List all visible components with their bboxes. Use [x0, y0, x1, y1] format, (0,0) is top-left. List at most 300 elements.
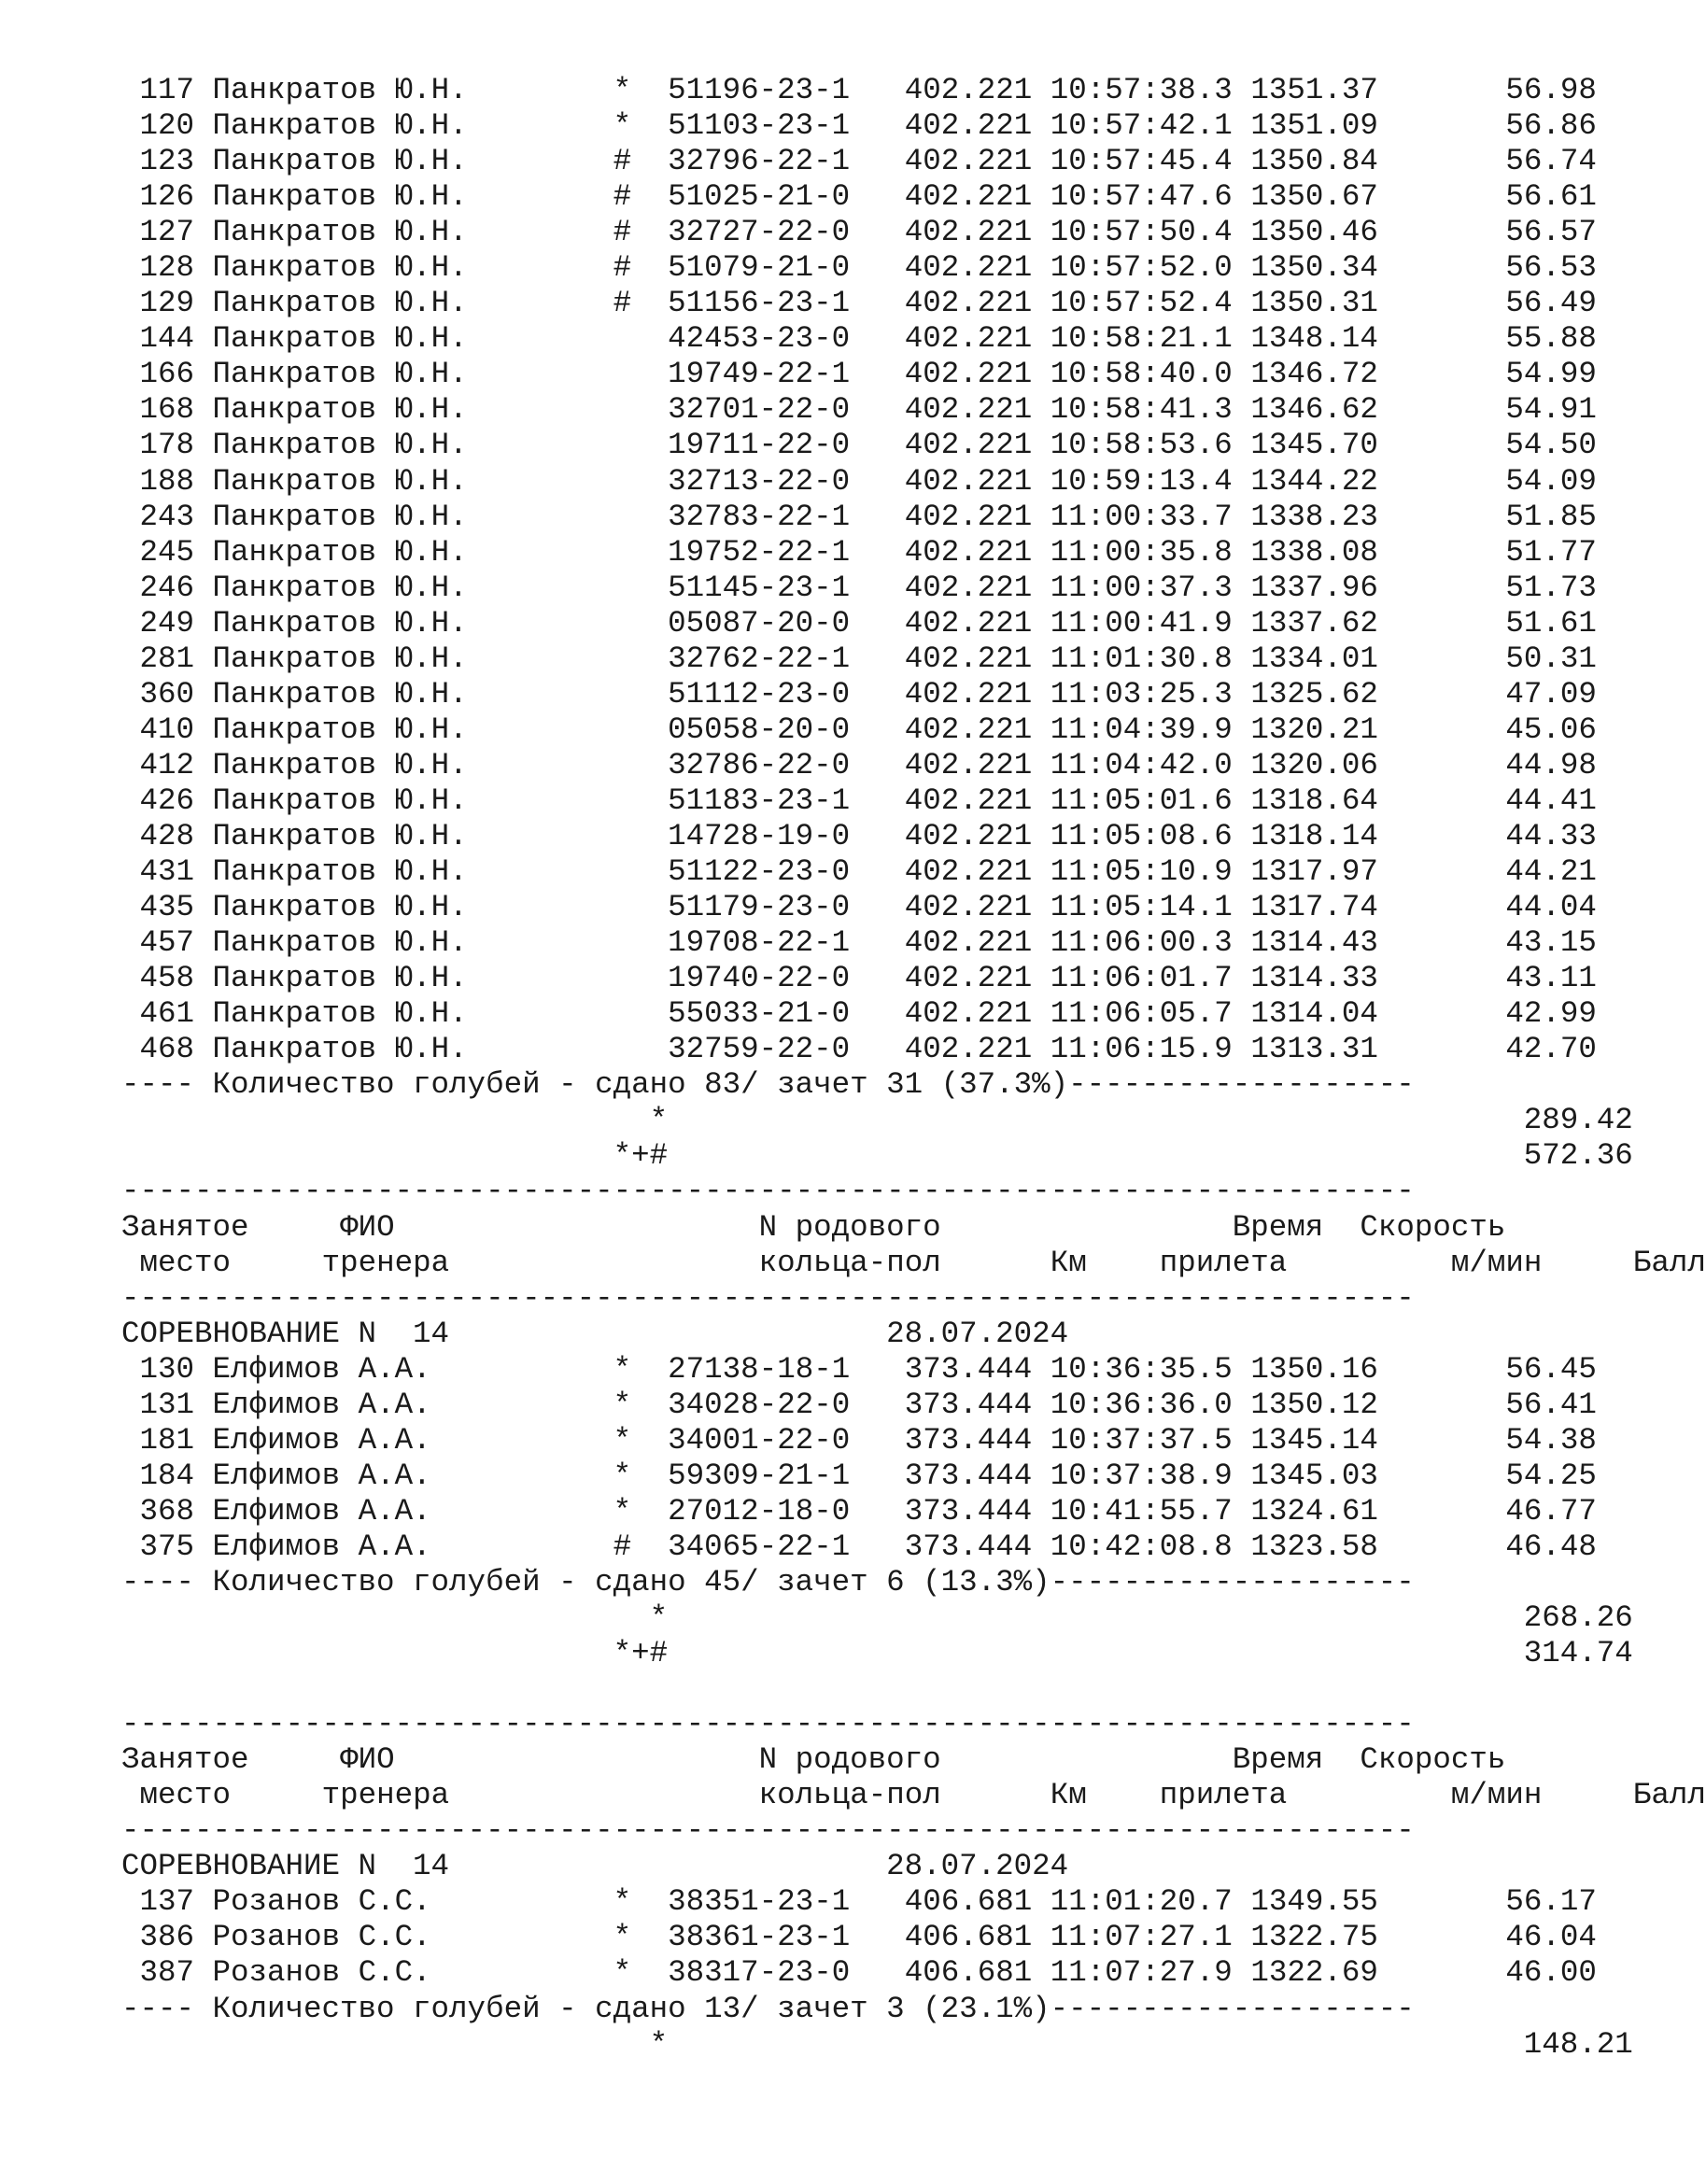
ring-number: 51145-23-1 — [668, 570, 851, 605]
distance-km: 402.221 — [904, 641, 1033, 676]
arrival-time: 11:05:08.6 — [1050, 818, 1233, 853]
ring-number: 34028-22-0 — [668, 1387, 851, 1422]
place: 188 — [139, 463, 195, 499]
distance-km: 406.681 — [904, 1955, 1033, 1991]
summary-row — [121, 1565, 1706, 1600]
place: 168 — [139, 392, 195, 428]
speed: 1348.14 — [1250, 321, 1378, 357]
ring-number: 32727-22-0 — [668, 215, 851, 250]
score: 46.77 — [1505, 1493, 1597, 1529]
total-label: * — [649, 1600, 669, 1636]
trainer-name: Елфимов А.А. — [212, 1387, 431, 1422]
score: 54.99 — [1505, 357, 1597, 392]
score: 56.53 — [1505, 250, 1597, 286]
ring-number: 38317-23-0 — [668, 1955, 851, 1991]
trainer-name: Панкратов Ю.Н. — [212, 712, 468, 747]
distance-km: 402.221 — [904, 854, 1033, 890]
trainer-name: Панкратов Ю.Н. — [212, 534, 468, 570]
col-name-header-2: тренера — [321, 1778, 450, 1813]
total-row — [121, 1138, 1706, 1174]
arrival-time: 11:07:27.9 — [1050, 1955, 1233, 1991]
result-row — [121, 179, 1706, 215]
divider-line: ----------------------------------------------------------------------- — [121, 1707, 1415, 1742]
distance-km: 402.221 — [904, 392, 1033, 428]
distance-km: 402.221 — [904, 676, 1033, 712]
result-row — [121, 535, 1706, 571]
arrival-time: 10:58:41.3 — [1050, 392, 1233, 428]
ring-number: 32713-22-0 — [668, 463, 851, 499]
column-header-row-2 — [121, 1778, 1706, 1813]
col-ring-header: N родового — [758, 1742, 941, 1778]
score: 43.15 — [1505, 925, 1597, 961]
trainer-name: Панкратов Ю.Н. — [212, 428, 468, 463]
result-row — [121, 73, 1706, 108]
speed: 1345.03 — [1250, 1458, 1378, 1493]
score: 56.41 — [1505, 1387, 1597, 1422]
distance-km: 402.221 — [904, 499, 1033, 534]
arrival-time: 11:00:33.7 — [1050, 499, 1233, 534]
speed: 1324.61 — [1250, 1493, 1378, 1529]
result-row — [121, 1032, 1706, 1067]
place: 410 — [139, 712, 195, 747]
trainer-name: Панкратов Ю.Н. — [212, 570, 468, 605]
trainer-name: Елфимов А.А. — [212, 1493, 431, 1529]
distance-km: 402.221 — [904, 215, 1033, 250]
score: 44.04 — [1505, 890, 1597, 925]
arrival-time: 10:57:45.4 — [1050, 144, 1233, 179]
results-printout — [121, 73, 1706, 2063]
arrival-time: 11:05:10.9 — [1050, 854, 1233, 890]
trainer-name: Панкратов Ю.Н. — [212, 463, 468, 499]
blank-line — [121, 1671, 1706, 1707]
col-place-header: Занятое — [121, 1742, 249, 1778]
total-label: * — [649, 2026, 669, 2062]
place: 375 — [139, 1529, 195, 1564]
marker: * — [613, 1351, 632, 1387]
arrival-time: 10:57:52.0 — [1050, 250, 1233, 286]
arrival-time: 11:00:35.8 — [1050, 534, 1233, 570]
result-row — [121, 464, 1706, 500]
ring-number: 34001-22-0 — [668, 1422, 851, 1458]
result-row — [121, 1884, 1706, 1920]
place: 386 — [139, 1920, 195, 1955]
speed: 1346.62 — [1250, 392, 1378, 428]
place: 131 — [139, 1387, 195, 1422]
trainer-name: Розанов С.С. — [212, 1955, 431, 1991]
trainer-name: Панкратов Ю.Н. — [212, 782, 468, 818]
place: 120 — [139, 108, 195, 144]
trainer-name: Панкратов Ю.Н. — [212, 357, 468, 392]
score: 44.41 — [1505, 782, 1597, 818]
speed: 1334.01 — [1250, 641, 1378, 676]
place: 387 — [139, 1955, 195, 1991]
distance-km: 402.221 — [904, 179, 1033, 215]
arrival-time: 10:58:21.1 — [1050, 321, 1233, 357]
marker: * — [613, 1458, 632, 1493]
ring-number: 14728-19-0 — [668, 818, 851, 853]
ring-number: 19740-22-0 — [668, 961, 851, 996]
speed: 1318.14 — [1250, 818, 1378, 853]
place: 281 — [139, 641, 195, 676]
col-place-header: Занятое — [121, 1209, 249, 1245]
col-name-header: ФИО — [340, 1209, 395, 1245]
distance-km: 402.221 — [904, 108, 1033, 144]
col-time-header: Время — [1232, 1742, 1324, 1778]
arrival-time: 11:00:37.3 — [1050, 570, 1233, 605]
distance-km: 402.221 — [904, 357, 1033, 392]
score: 51.77 — [1505, 534, 1597, 570]
trainer-name: Елфимов А.А. — [212, 1458, 431, 1493]
speed: 1350.31 — [1250, 286, 1378, 321]
ring-number: 51103-23-1 — [668, 108, 851, 144]
marker: # — [613, 286, 632, 321]
speed: 1350.84 — [1250, 144, 1378, 179]
result-row — [121, 392, 1706, 428]
score: 54.09 — [1505, 463, 1597, 499]
score: 44.33 — [1505, 818, 1597, 853]
arrival-time: 10:58:53.6 — [1050, 428, 1233, 463]
ring-number: 27012-18-0 — [668, 1493, 851, 1529]
result-row — [121, 428, 1706, 463]
trainer-name: Панкратов Ю.Н. — [212, 499, 468, 534]
trainer-name: Панкратов Ю.Н. — [212, 108, 468, 144]
marker: # — [613, 250, 632, 286]
result-row — [121, 890, 1706, 925]
place: 128 — [139, 250, 195, 286]
result-row — [121, 783, 1706, 819]
trainer-name: Панкратов Ю.Н. — [212, 996, 468, 1032]
result-row — [121, 748, 1706, 783]
score: 42.99 — [1505, 996, 1597, 1032]
place: 426 — [139, 782, 195, 818]
result-row — [121, 144, 1706, 179]
arrival-time: 10:57:42.1 — [1050, 108, 1233, 144]
distance-km: 402.221 — [904, 925, 1033, 961]
distance-km: 406.681 — [904, 1884, 1033, 1920]
ring-number: 34065-22-1 — [668, 1529, 851, 1564]
place: 184 — [139, 1458, 195, 1493]
arrival-time: 10:37:37.5 — [1050, 1422, 1233, 1458]
arrival-time: 11:05:14.1 — [1050, 890, 1233, 925]
ring-number: 32796-22-1 — [668, 144, 851, 179]
ring-number: 32701-22-0 — [668, 392, 851, 428]
distance-km: 373.444 — [904, 1387, 1033, 1422]
place: 129 — [139, 286, 195, 321]
place: 428 — [139, 818, 195, 853]
ring-number: 27138-18-1 — [668, 1351, 851, 1387]
distance-km: 402.221 — [904, 712, 1033, 747]
col-score-header: Балл — [1632, 1778, 1706, 1813]
score: 44.98 — [1505, 747, 1597, 782]
place: 166 — [139, 357, 195, 392]
trainer-name: Панкратов Ю.Н. — [212, 392, 468, 428]
result-row — [121, 819, 1706, 854]
distance-km: 373.444 — [904, 1458, 1033, 1493]
trainer-name: Елфимов А.А. — [212, 1529, 431, 1564]
competition-title: СОРЕВНОВАНИЕ N 14 — [121, 1316, 450, 1351]
trainer-name: Розанов С.С. — [212, 1920, 431, 1955]
score: 56.49 — [1505, 286, 1597, 321]
distance-km: 402.221 — [904, 321, 1033, 357]
score: 42.70 — [1505, 1032, 1597, 1067]
trainer-name: Панкратов Ю.Н. — [212, 961, 468, 996]
speed: 1317.74 — [1250, 890, 1378, 925]
total-label: * — [649, 1103, 669, 1138]
marker: # — [613, 144, 632, 179]
distance-km: 406.681 — [904, 1920, 1033, 1955]
place: 243 — [139, 499, 195, 534]
result-row — [121, 1352, 1706, 1388]
total-value: 289.42 — [1523, 1103, 1633, 1138]
total-value: 314.74 — [1523, 1636, 1633, 1671]
arrival-time: 10:36:36.0 — [1050, 1387, 1233, 1422]
total-row — [121, 1636, 1706, 1671]
place: 431 — [139, 854, 195, 890]
speed: 1338.08 — [1250, 534, 1378, 570]
distance-km: 402.221 — [904, 428, 1033, 463]
distance-km: 402.221 — [904, 890, 1033, 925]
place: 137 — [139, 1884, 195, 1920]
ring-number: 32762-22-1 — [668, 641, 851, 676]
ring-number: 05087-20-0 — [668, 605, 851, 641]
score: 56.86 — [1505, 108, 1597, 144]
arrival-time: 11:06:00.3 — [1050, 925, 1233, 961]
place: 126 — [139, 179, 195, 215]
score: 56.45 — [1505, 1351, 1597, 1387]
place: 127 — [139, 215, 195, 250]
arrival-time: 10:57:50.4 — [1050, 215, 1233, 250]
col-place-header-2: место — [139, 1778, 232, 1813]
result-row — [121, 108, 1706, 144]
score: 51.85 — [1505, 499, 1597, 534]
speed: 1314.04 — [1250, 996, 1378, 1032]
ring-number: 59309-21-1 — [668, 1458, 851, 1493]
ring-number: 32786-22-0 — [668, 747, 851, 782]
marker: # — [613, 215, 632, 250]
divider-line: ----------------------------------------------------------------------- — [121, 1813, 1415, 1849]
distance-km: 402.221 — [904, 605, 1033, 641]
ring-number: 51179-23-0 — [668, 890, 851, 925]
place: 246 — [139, 570, 195, 605]
trainer-name: Панкратов Ю.Н. — [212, 818, 468, 853]
arrival-time: 11:03:25.3 — [1050, 676, 1233, 712]
result-row — [121, 571, 1706, 606]
ring-number: 32759-22-0 — [668, 1032, 851, 1067]
place: 249 — [139, 605, 195, 641]
ring-number: 51025-21-0 — [668, 179, 851, 215]
marker: * — [613, 1920, 632, 1955]
score: 54.50 — [1505, 428, 1597, 463]
arrival-time: 10:58:40.0 — [1050, 357, 1233, 392]
birds-count-summary: ---- Количество голубей - сдано 13/ зачет 3 (23.1%)-------------------- — [121, 1991, 1415, 2026]
arrival-time: 11:04:42.0 — [1050, 747, 1233, 782]
col-name-header: ФИО — [340, 1742, 395, 1778]
trainer-name: Панкратов Ю.Н. — [212, 179, 468, 215]
marker: * — [613, 1955, 632, 1991]
score: 46.04 — [1505, 1920, 1597, 1955]
birds-count-summary: ---- Количество голубей - сдано 83/ зачет 31 (37.3%)------------------- — [121, 1067, 1415, 1103]
arrival-time: 11:00:41.9 — [1050, 605, 1233, 641]
column-header-row-2 — [121, 1246, 1706, 1281]
ring-number: 38361-23-1 — [668, 1920, 851, 1955]
place: 245 — [139, 534, 195, 570]
ring-number: 19711-22-0 — [668, 428, 851, 463]
birds-count-summary: ---- Количество голубей - сдано 45/ зачет 6 (13.3%)-------------------- — [121, 1564, 1415, 1599]
trainer-name: Панкратов Ю.Н. — [212, 321, 468, 357]
result-row — [121, 250, 1706, 286]
speed: 1345.14 — [1250, 1422, 1378, 1458]
ring-number: 55033-21-0 — [668, 996, 851, 1032]
trainer-name: Панкратов Ю.Н. — [212, 1032, 468, 1067]
distance-km: 402.221 — [904, 996, 1033, 1032]
trainer-name: Розанов С.С. — [212, 1884, 431, 1920]
arrival-time: 11:01:30.8 — [1050, 641, 1233, 676]
result-row — [121, 1529, 1706, 1565]
trainer-name: Панкратов Ю.Н. — [212, 250, 468, 286]
arrival-time: 10:57:38.3 — [1050, 73, 1233, 107]
speed: 1344.22 — [1250, 463, 1378, 499]
column-header-row-1 — [121, 1210, 1706, 1246]
column-header-row-1 — [121, 1742, 1706, 1778]
distance-km: 402.221 — [904, 961, 1033, 996]
trainer-name: Елфимов А.А. — [212, 1351, 431, 1387]
distance-km: 402.221 — [904, 73, 1033, 107]
result-row — [121, 1920, 1706, 1955]
place: 117 — [139, 73, 195, 107]
arrival-time: 11:07:27.1 — [1050, 1920, 1233, 1955]
trainer-name: Панкратов Ю.Н. — [212, 854, 468, 890]
result-row — [121, 286, 1706, 321]
distance-km: 402.221 — [904, 747, 1033, 782]
summary-row — [121, 1992, 1706, 2027]
competition-title: СОРЕВНОВАНИЕ N 14 — [121, 1849, 450, 1884]
trainer-name: Панкратов Ю.Н. — [212, 890, 468, 925]
arrival-time: 11:06:01.7 — [1050, 961, 1233, 996]
speed: 1322.69 — [1250, 1955, 1378, 1991]
ring-number: 51122-23-0 — [668, 854, 851, 890]
result-row — [121, 1494, 1706, 1529]
marker: * — [613, 1884, 632, 1920]
col-ring-header: N родового — [758, 1209, 941, 1245]
speed: 1350.16 — [1250, 1351, 1378, 1387]
ring-number: 51112-23-0 — [668, 676, 851, 712]
distance-km: 373.444 — [904, 1422, 1033, 1458]
col-ring-header-2: кольца-пол — [758, 1778, 941, 1813]
result-row — [121, 996, 1706, 1032]
place: 368 — [139, 1493, 195, 1529]
competition-date: 28.07.2024 — [886, 1316, 1069, 1351]
speed: 1350.46 — [1250, 215, 1378, 250]
col-time-header-2: прилета — [1159, 1778, 1288, 1813]
speed: 1314.33 — [1250, 961, 1378, 996]
score: 51.61 — [1505, 605, 1597, 641]
score: 43.11 — [1505, 961, 1597, 996]
place: 458 — [139, 961, 195, 996]
divider-line: ----------------------------------------------------------------------- — [121, 1174, 1415, 1209]
result-row — [121, 961, 1706, 996]
col-km-header: Км — [1050, 1778, 1087, 1813]
col-speed-header: Скорость — [1360, 1742, 1506, 1778]
speed: 1350.34 — [1250, 250, 1378, 286]
speed: 1345.70 — [1250, 428, 1378, 463]
distance-km: 402.221 — [904, 782, 1033, 818]
ring-number: 51079-21-0 — [668, 250, 851, 286]
distance-km: 402.221 — [904, 1032, 1033, 1067]
total-value: 572.36 — [1523, 1138, 1633, 1174]
trainer-name: Панкратов Ю.Н. — [212, 286, 468, 321]
marker: * — [613, 1387, 632, 1422]
speed: 1350.12 — [1250, 1387, 1378, 1422]
marker: * — [613, 1493, 632, 1529]
ring-number: 19749-22-1 — [668, 357, 851, 392]
result-row — [121, 677, 1706, 712]
competition-title-row — [121, 1849, 1706, 1884]
score: 56.61 — [1505, 179, 1597, 215]
marker: # — [613, 1529, 632, 1564]
distance-km: 402.221 — [904, 463, 1033, 499]
place: 435 — [139, 890, 195, 925]
total-row — [121, 1103, 1706, 1138]
result-row — [121, 1955, 1706, 1991]
result-row — [121, 854, 1706, 890]
speed: 1350.67 — [1250, 179, 1378, 215]
arrival-time: 10:59:13.4 — [1050, 463, 1233, 499]
col-time-header-2: прилета — [1159, 1245, 1288, 1280]
distance-km: 373.444 — [904, 1493, 1033, 1529]
distance-km: 402.221 — [904, 286, 1033, 321]
trainer-name: Панкратов Ю.Н. — [212, 747, 468, 782]
speed: 1317.97 — [1250, 854, 1378, 890]
distance-km: 402.221 — [904, 250, 1033, 286]
speed: 1349.55 — [1250, 1884, 1378, 1920]
ring-number: 32783-22-1 — [668, 499, 851, 534]
place: 412 — [139, 747, 195, 782]
score: 54.25 — [1505, 1458, 1597, 1493]
col-ring-header-2: кольца-пол — [758, 1245, 941, 1280]
trainer-name: Панкратов Ю.Н. — [212, 925, 468, 961]
distance-km: 402.221 — [904, 534, 1033, 570]
distance-km: 402.221 — [904, 570, 1033, 605]
ring-number: 05058-20-0 — [668, 712, 851, 747]
trainer-name: Панкратов Ю.Н. — [212, 641, 468, 676]
result-row — [121, 641, 1706, 677]
arrival-time: 10:57:47.6 — [1050, 179, 1233, 215]
col-name-header-2: тренера — [321, 1245, 450, 1280]
place: 130 — [139, 1351, 195, 1387]
result-row — [121, 500, 1706, 535]
score: 54.38 — [1505, 1422, 1597, 1458]
place: 468 — [139, 1032, 195, 1067]
place: 360 — [139, 676, 195, 712]
speed: 1323.58 — [1250, 1529, 1378, 1564]
trainer-name: Панкратов Ю.Н. — [212, 73, 468, 107]
speed: 1318.64 — [1250, 782, 1378, 818]
result-row — [121, 321, 1706, 357]
ring-number: 51156-23-1 — [668, 286, 851, 321]
arrival-time: 11:05:01.6 — [1050, 782, 1233, 818]
ring-number: 19708-22-1 — [668, 925, 851, 961]
col-score-header: Балл — [1632, 1245, 1706, 1280]
trainer-name: Панкратов Ю.Н. — [212, 676, 468, 712]
score: 56.74 — [1505, 144, 1597, 179]
score: 56.17 — [1505, 1884, 1597, 1920]
result-row — [121, 925, 1706, 961]
total-label: *+# — [613, 1636, 669, 1671]
marker: * — [613, 1422, 632, 1458]
arrival-time: 10:57:52.4 — [1050, 286, 1233, 321]
col-speed-header-2: м/мин — [1450, 1778, 1543, 1813]
col-place-header-2: место — [139, 1245, 232, 1280]
